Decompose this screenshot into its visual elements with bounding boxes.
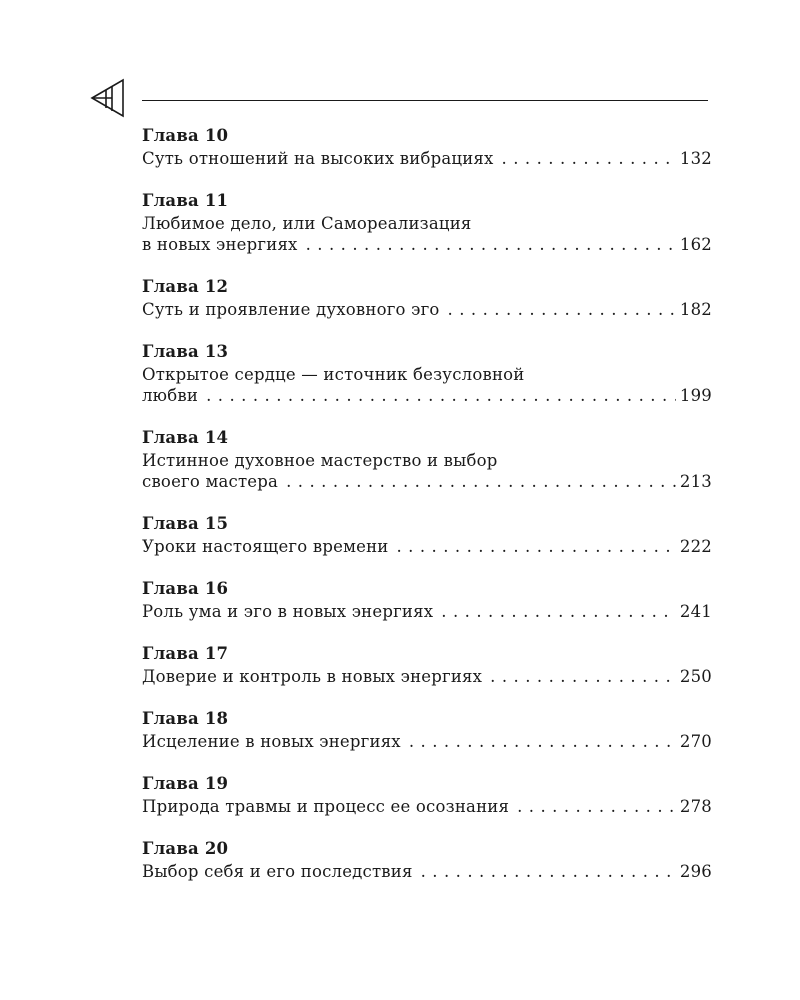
chapter-title-text: в новых энергиях bbox=[142, 235, 298, 254]
chapter-number: Глава 18 bbox=[142, 709, 229, 728]
chapter-title-last-line bbox=[142, 471, 712, 492]
chapter-title bbox=[142, 796, 712, 817]
page-number: 199 bbox=[679, 386, 712, 405]
chapter-number: Глава 19 bbox=[142, 774, 229, 793]
page-number: 182 bbox=[679, 300, 712, 319]
page-number: 241 bbox=[679, 602, 712, 621]
chapter-title-text: Суть отношений на высоких вибрациях bbox=[142, 149, 494, 168]
dot-leader bbox=[396, 536, 675, 557]
chapter-number: Глава 11 bbox=[142, 191, 229, 210]
dot-leader bbox=[409, 731, 676, 752]
chapter-title bbox=[142, 731, 712, 752]
chapter-number: Глава 13 bbox=[142, 342, 229, 361]
page-number: 222 bbox=[679, 537, 712, 556]
page-number: 278 bbox=[679, 797, 712, 816]
toc-entry[interactable] bbox=[142, 837, 712, 882]
chapter-number: Глава 15 bbox=[142, 514, 229, 533]
toc-entry[interactable] bbox=[142, 340, 712, 406]
chapter-title-text: Суть и проявление духовного эго bbox=[142, 300, 440, 319]
chapter-title-text: Доверие и контроль в новых энергиях bbox=[142, 667, 483, 686]
dot-leader bbox=[502, 148, 676, 169]
chapter-title bbox=[142, 601, 712, 622]
chapter-title bbox=[142, 364, 712, 406]
toc-entry[interactable] bbox=[142, 124, 712, 169]
chapter-title bbox=[142, 536, 712, 557]
chapter-number: Глава 14 bbox=[142, 428, 229, 447]
dot-leader bbox=[206, 385, 676, 406]
toc-entry[interactable] bbox=[142, 772, 712, 817]
chapter-title-last-line bbox=[142, 601, 712, 622]
chapter-title-text: Роль ума и эго в новых энергиях bbox=[142, 602, 434, 621]
chapter-number: Глава 17 bbox=[142, 644, 229, 663]
page-number: 270 bbox=[679, 732, 712, 751]
toc-entry[interactable] bbox=[142, 707, 712, 752]
dot-leader bbox=[448, 299, 676, 320]
toc-entry[interactable] bbox=[142, 275, 712, 320]
dot-leader bbox=[517, 796, 676, 817]
chapter-title bbox=[142, 861, 712, 882]
chapter-title bbox=[142, 450, 712, 492]
chapter-title bbox=[142, 666, 712, 687]
chapter-title-last-line bbox=[142, 148, 712, 169]
toc-entry[interactable] bbox=[142, 189, 712, 255]
dot-leader bbox=[441, 601, 676, 622]
chapter-title-last-line bbox=[142, 666, 712, 687]
chapter-number: Глава 20 bbox=[142, 839, 229, 858]
toc-entry[interactable] bbox=[142, 642, 712, 687]
chapter-number: Глава 16 bbox=[142, 579, 229, 598]
page-number: 132 bbox=[679, 149, 712, 168]
toc-entry[interactable] bbox=[142, 512, 712, 557]
chapter-title-last-line bbox=[142, 731, 712, 752]
chapter-title-last-line bbox=[142, 299, 712, 320]
toc-entry[interactable] bbox=[142, 577, 712, 622]
dot-leader bbox=[490, 666, 676, 687]
table-of-contents bbox=[142, 124, 712, 902]
chapter-title-last-line bbox=[142, 234, 712, 255]
page-number: 296 bbox=[679, 862, 712, 881]
chapter-title bbox=[142, 299, 712, 320]
dot-leader bbox=[306, 234, 676, 255]
chapter-title-line: Открытое сердце — источник безусловной bbox=[142, 365, 525, 384]
toc-entry[interactable] bbox=[142, 426, 712, 492]
chapter-title-last-line bbox=[142, 536, 712, 557]
dot-leader bbox=[421, 861, 676, 882]
chapter-title-line: Истинное духовное мастерство и выбор bbox=[142, 451, 498, 470]
publisher-logo-icon bbox=[90, 78, 126, 118]
chapter-title bbox=[142, 213, 712, 255]
chapter-title-text: любви bbox=[142, 386, 199, 405]
chapter-title-text: Природа травмы и процесс ее осознания bbox=[142, 797, 510, 816]
chapter-title-text: своего мастера bbox=[142, 472, 279, 491]
page-number: 162 bbox=[679, 235, 712, 254]
chapter-title bbox=[142, 148, 712, 169]
chapter-title-text: Уроки настоящего времени bbox=[142, 537, 389, 556]
chapter-number: Глава 10 bbox=[142, 126, 229, 145]
chapter-title-last-line bbox=[142, 861, 712, 882]
page-number: 213 bbox=[679, 472, 712, 491]
chapter-title-last-line bbox=[142, 796, 712, 817]
chapter-number: Глава 12 bbox=[142, 277, 229, 296]
chapter-title-text: Исцеление в новых энергиях bbox=[142, 732, 401, 751]
dot-leader bbox=[286, 471, 676, 492]
page-number: 250 bbox=[679, 667, 712, 686]
chapter-title-line: Любимое дело, или Самореализация bbox=[142, 214, 472, 233]
chapter-title-last-line bbox=[142, 385, 712, 406]
header-rule bbox=[142, 100, 708, 101]
chapter-title-text: Выбор себя и его последствия bbox=[142, 862, 413, 881]
